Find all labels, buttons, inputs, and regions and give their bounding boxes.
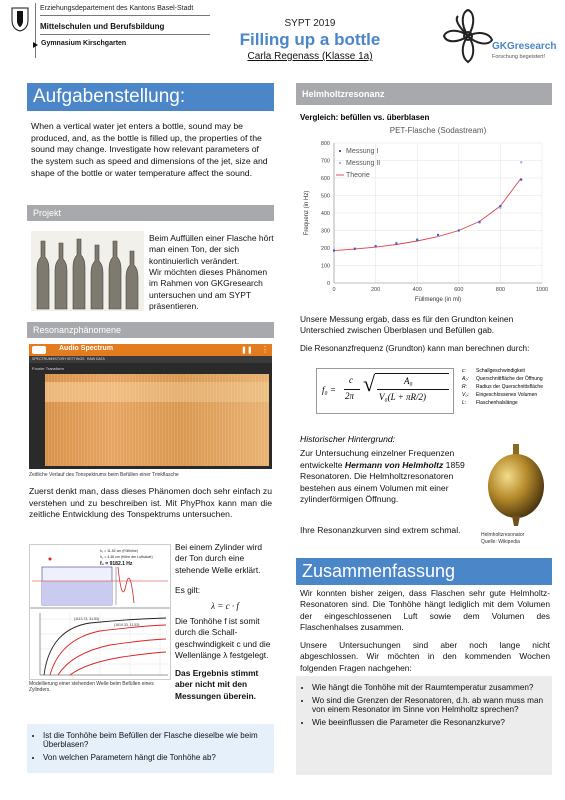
header	[0, 0, 565, 78]
formula-legend	[462, 367, 552, 407]
question-left-2: • Von welchen Parametern hängt die Tonhöhe ab?	[43, 753, 274, 762]
legend-row	[462, 375, 552, 383]
zylinder-caption: Modellierung einer stehenden Welle beim Befüllen eines Zylinders.	[29, 681, 154, 693]
graph-label-b: (1619.33, 11.53)	[114, 623, 140, 627]
helmholtz-text1: Unsere Messung ergab, dass es für den Grundton keinen Unterschied zwischen Überblasen und Befüllen gab.	[300, 314, 514, 336]
app-tab-bar	[29, 356, 272, 363]
chart-point-messung-1	[499, 205, 501, 207]
historisch-heading: Historischer Hintergrund:	[300, 434, 396, 444]
chart-ytick-label: 200	[320, 246, 330, 252]
chart-point-messung-1	[520, 179, 522, 181]
canton-crest-icon	[10, 6, 30, 32]
event-label: SYPT 2019	[284, 18, 336, 29]
bottles-photo	[31, 231, 144, 311]
legend-row	[462, 391, 552, 399]
projekt-section	[27, 205, 274, 318]
chart-point-messung-1	[458, 230, 460, 232]
chart-legend-label: Theorie	[346, 172, 370, 179]
graph-label-a: (1113.73, 31.53)	[74, 617, 100, 621]
resonator-photo	[481, 440, 551, 528]
chart-ytick-label: 700	[320, 158, 330, 165]
cylinder-simulation	[29, 544, 171, 608]
helmholtz-formula-box	[316, 368, 454, 414]
historisch-p1-pre: Zur Untersuchung einzelner Frequenzen entwickelte	[300, 448, 455, 470]
chart-legend-label: Messung II	[346, 160, 381, 167]
legend-desc: Flaschenhalslänge	[476, 400, 518, 406]
legend-row	[462, 383, 552, 391]
legend-symbol: A₀:	[462, 376, 469, 382]
formula-2pi: 2π	[345, 391, 355, 401]
questions-right-box	[296, 676, 552, 775]
spectrum-caption: Zeitliche Verlauf des Tonspektrums beim Befüllen einer Trinkflasche	[29, 472, 179, 478]
formula-A0: A₀	[404, 376, 413, 386]
spectrogram-band	[45, 382, 269, 402]
question-left-1: • Ist die Tonhöhe beim Befüllen der Flasche dieselbe wie beim Überblasen?	[43, 731, 274, 749]
zylinder-p2: Es gilt:	[175, 585, 201, 595]
questions-right-list	[296, 683, 552, 727]
historisch-p1	[300, 448, 475, 506]
helmholtz-heading: Helmholtzresonanz	[296, 83, 552, 105]
legend-desc: Schallgeschwindigkeit	[476, 368, 525, 374]
phyphox-logo-icon	[32, 346, 46, 354]
zusammenfassung-section	[296, 558, 552, 773]
phyphox-screenshot	[29, 344, 272, 469]
chart-legend-swatch	[339, 150, 341, 152]
legend-desc: Querschnittfläche der Öffnung	[476, 376, 543, 382]
historisch-section	[296, 432, 552, 552]
aufgabe-heading: Aufgabenstellung:	[27, 83, 274, 111]
helmholtz-name: Hermann von Helmholtz	[344, 459, 444, 470]
tab-raw-data[interactable]: RAW DATA	[87, 357, 105, 361]
legend-row	[462, 399, 552, 407]
aufgabe-section	[27, 83, 274, 193]
legend-desc: Eingeschlossenes Volumen	[476, 392, 538, 398]
tab-history[interactable]: HISTORY	[51, 357, 67, 361]
chart-point-messung-1	[333, 250, 335, 252]
sim-wave-drawing	[30, 545, 170, 607]
chart-point-messung-2	[520, 161, 522, 163]
chart-svg	[296, 123, 552, 303]
org-bold: Mittelschulen und Berufsbildung	[40, 22, 165, 31]
chart-ylabel: Frequenz (in Hz)	[304, 190, 310, 236]
chart-title: PET-Flasche (Sodastream)	[389, 126, 487, 135]
chart-ytick-label: 400	[320, 211, 330, 217]
aufgabe-text: When a vertical water jet enters a bottle, sound may be produced, and, as the bottle is filled up, the properties of the sound may change. Investigate how relevant parameters of the system such as speed and dimensions of the jet, size and shape of the bottle or water temperature affect the sound.	[31, 121, 268, 178]
formula-sqrt-icon: √	[363, 371, 376, 396]
chart-ytick-label: 100	[320, 263, 330, 270]
question-right-2: • Wo sind die Grenzen der Resonatoren, d.h. ab wann muss man von einem Resonator im Sinne von Helmholtz sprechen?	[312, 696, 552, 714]
tab-spectrum[interactable]: SPECTRUM	[32, 357, 52, 361]
legend-row	[462, 367, 552, 375]
chart-series-theorie-line	[334, 178, 521, 251]
panel-label: Fourier Transform	[32, 366, 64, 371]
org-underline	[40, 15, 210, 16]
legend-symbol: V₀:	[462, 392, 469, 398]
chart-point-messung-1	[395, 243, 397, 245]
poster-title: Filling up a bottle	[239, 30, 381, 49]
chart-ytick-label: 500	[320, 193, 330, 200]
gkg-logo-text: GKGresearch	[492, 41, 557, 52]
app-title: Audio Spectrum	[59, 345, 114, 352]
helmholtz-subheading: Vergleich: befüllen vs. überblasen	[300, 113, 430, 122]
chart-point-messung-1	[375, 245, 377, 247]
org-underline-2	[40, 34, 210, 35]
chart-ytick-label: 300	[320, 228, 330, 235]
chart-ytick-label: 800	[320, 141, 330, 147]
zusammenfassung-p1: Wir konnten bisher zeigen, dass Flaschen sehr gute Helmholtz-Resonatoren sind. Die Tonhöhe hängt lediglich mit dem Volumen der eingeschlossenen Luft sowie dem Volumen des Flaschenhalses zusammen.	[300, 588, 550, 633]
more-menu-icon[interactable]: ⋮	[261, 345, 269, 354]
chart-xlabel: Füllmenge (in ml)	[414, 297, 462, 303]
helmholtz-section	[296, 83, 552, 423]
play-arrow-icon	[33, 42, 38, 48]
zusammenfassung-p2: Unsere Untersuchungen sind aber noch lange nicht abgeschlossen. Wir möchten in den kommenden Wochen folgenden Fragen nachgehen:	[300, 640, 550, 673]
formula-bar-2	[377, 389, 449, 390]
chart-ytick-label: 0	[326, 281, 330, 287]
zylinder-p1: Bei einem Zylinder wird der Ton durch eine stehende Welle erklärt.	[175, 542, 263, 575]
app-titlebar	[29, 344, 272, 356]
frequency-graph	[29, 608, 171, 680]
chart-xtick-label: 0	[332, 287, 336, 293]
questions-left-box	[27, 724, 274, 773]
formula-sqrt-bar	[375, 373, 449, 374]
gkg-flower-logo-icon	[438, 6, 498, 66]
zusammenfassung-heading: Zusammenfassung	[296, 558, 552, 585]
zylinder-formula: λ = c · f	[211, 601, 239, 611]
formula-den: V₀(L + πR/2)	[379, 392, 427, 402]
historisch-p1-post: 1859 Resonatoren. Die Helmholtzresonatoren bestehen aus einem Volumen mit einer zylinderförmigen Öffnung.	[300, 459, 465, 505]
spectrogram	[45, 374, 269, 466]
projekt-p1: Beim Auffüllen einer Flasche hört man einen Ton, der sich kontinuierlich verändert.	[149, 233, 274, 266]
chart-point-messung-1	[479, 221, 481, 223]
sim-freq: f₀ = 9182.1 Hz	[100, 561, 133, 567]
zylinder-section	[27, 540, 274, 712]
chart-xtick-label: 200	[371, 287, 381, 293]
school-name: Gymnasium Kirschgarten	[41, 40, 127, 47]
chart-xtick-label: 1000	[535, 287, 549, 293]
chart-ytick-label: 600	[320, 176, 330, 182]
formula-lhs: f₀ =	[322, 385, 336, 395]
chart-legend-label: Messung I	[346, 148, 379, 155]
formula-bar-1	[344, 389, 360, 390]
projekt-p2: Wir möchten dieses Phänomen im Rahmen von GKGresearch untersuchen und am SYPT präsentieren.	[149, 267, 268, 312]
helmholtz-chart	[296, 123, 552, 303]
chart-xtick-label: 400	[412, 287, 422, 293]
resonator-caption-2: Quelle: Wikipedia	[481, 539, 520, 545]
legend-symbol: c:	[462, 368, 466, 374]
resonanz-heading: Resonanzphänomene	[27, 322, 274, 338]
zylinder-p4: Das Ergebnis stimmt aber nicht mit den Messungen überein.	[175, 668, 259, 701]
pause-icon[interactable]: ❚❚	[241, 347, 253, 354]
gkg-logo-slogan: Forschung begeistert!	[492, 54, 546, 60]
helmholtz-text2: Die Resonanzfrequenz (Grundton) kann man berechnen durch:	[300, 344, 530, 353]
formula-c: c	[349, 375, 353, 385]
chart-point-messung-1	[437, 234, 439, 236]
zylinder-p3: Die Tonhöhe f ist somit durch die Schall-geschwindigkeit c und die Wellenlänge λ festgelegt.	[175, 616, 271, 661]
header-divider	[35, 3, 36, 58]
legend-desc: Radius der Querschnittsfläche	[476, 384, 543, 390]
org-line: Erziehungsdepartement des Kantons Basel-Stadt	[40, 5, 194, 12]
sim-line1: h₁ = 11.52 cm (Füllhöhe)	[100, 549, 138, 553]
legend-symbol: L:	[462, 400, 467, 406]
poster-author: Carla Regenass (Klasse 1a)	[247, 51, 373, 62]
legend-symbol: R:	[462, 384, 467, 390]
historisch-p2: Ihre Resonanzkurven sind extrem schmal.	[300, 525, 461, 535]
chart-xtick-label: 600	[454, 287, 464, 293]
resonanz-text: Zuerst denkt man, dass dieses Phänomen doch sehr einfach zu verstehen und zu beschreiben ist. Mit PhyPhox kann man die zeitliche Entwicklung des Tonspektrums untersuchen.	[29, 486, 272, 520]
tab-settings[interactable]: SETTINGS	[67, 357, 85, 361]
chart-legend-swatch	[339, 162, 341, 164]
question-right-1: • Wie hängt die Tonhöhe mit der Raumtemperatur zusammen?	[312, 683, 552, 692]
chart-xtick-label: 800	[495, 287, 505, 293]
chart-point-messung-1	[354, 248, 356, 250]
sim-line2: h₂ = 4.48 cm (Höhe der Luftsäule)	[100, 555, 153, 559]
chart-point-messung-1	[416, 239, 418, 241]
question-right-3: • Wie beeinflussen die Parameter die Resonanzkurve?	[312, 718, 552, 727]
resonator-caption-1: Helmholtzresonator	[481, 532, 525, 538]
resonanz-section	[27, 322, 274, 537]
questions-left-list	[27, 731, 274, 762]
projekt-heading: Projekt	[27, 205, 274, 221]
